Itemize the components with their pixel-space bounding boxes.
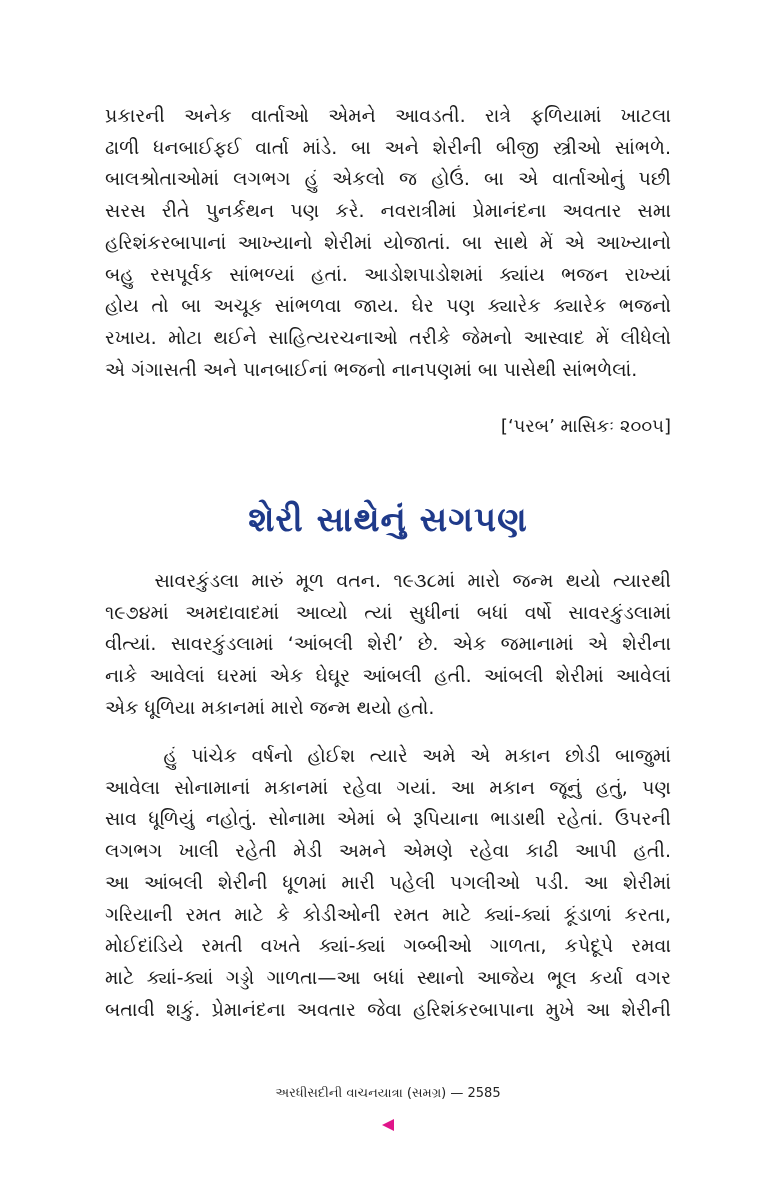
paragraph-line: મોઈદાંડિયે રમતી વખતે ક્યાં-ક્યાં ગબ્બીઓ ગાળતા, કપેદૂપે રમવા: [105, 935, 671, 958]
paragraph-line: રખાય. મોટા થઈને સાહિત્યરચનાઓ તરીકે જેમનો આસ્વાદ મેં લીધેલો: [105, 326, 671, 349]
paragraph-line: સાવરકુંડલા મારું મૂળ વતન. ૧૯૩૮માં મારો જન્મ થયો ત્યારથી: [105, 570, 671, 592]
paragraph-line: સાવ ધૂળિયું નહોતું. સોનામા એમાં બે રૂપિયાના ભાડાથી રહેતાં. ઉપરની: [105, 808, 671, 831]
paragraph-line: આવેલા સોનામાનાં મકાનમાં રહેવા ગયાં. આ મકાન જૂનું હતું, પણ: [105, 776, 671, 799]
paragraph-line: નાકે આવેલાં ઘરમાં એક ઘેઘૂર આંબલી હતી. આંબલી શેરીમાં આવેલાં: [105, 665, 671, 688]
paragraph-line: આ આંબલી શેરીની ધૂળમાં મારી પહેલી પગલીઓ પડી. આ શેરીમાં: [105, 871, 671, 894]
paragraph-line: માટે ક્યાં-ક્યાં ગડ્ડો ગાળતા—આ બધાં સ્થાનો આજેય ભૂલ કર્યા વગર: [105, 966, 671, 989]
paragraph-line: ઢાળી ધનબાઈફઈ વાર્તા માંડે. બા અને શેરીની બીજી સ્ત્રીઓ સાંભળે.: [105, 136, 671, 159]
paragraph-line: હરિશંકરબાપાનાં આખ્યાનો શેરીમાં યોજાતાં. બા સાથે મેં એ આખ્યાનો: [105, 231, 671, 254]
paragraph-line: ૧૯૭૪માં અમદાવાદમાં આવ્યો ત્યાં સુધીનાં બધાં વર્ષો સાવરકુંડલામાં: [105, 601, 671, 624]
paragraph-line: બાલશ્રોતાઓમાં લગભગ હું એકલો જ હોઉં. બા એ વાર્તાઓનું પછી: [105, 168, 671, 191]
paragraph-line: પ્રકારની અનેક વાર્તાઓ એમને આવડતી. રાત્રે ફળિયામાં ખાટલા: [105, 105, 671, 127]
paragraph-3: [105, 741, 671, 1026]
source-citation: [‘પરબ’ માસિકઃ ૨૦૦૫]: [500, 416, 671, 437]
paragraph-line: ગરિયાની રમત માટે કે કોડીઓની રમત માટે ક્યાં-ક્યાં કૂંડાળાં કરતા,: [105, 903, 671, 926]
paragraph-1: [105, 101, 671, 386]
paragraph-line: બતાવી શકું. પ્રેમાનંદના અવતાર જેવા હરિશંકરબાપાના મુખે આ શેરીની: [105, 998, 671, 1021]
paragraph-line: બહુ રસપૂર્વક સાંભળ્યાં હતાં. આડોશપાડોશમાં ક્યાંય ભજન રાખ્યાં: [105, 263, 671, 286]
page-footer: અરધીસદીની વાચનયાત્રા (સમગ્ર) — 2585: [275, 1086, 501, 1101]
paragraph-line: એ ગંગાસતી અને પાનબાઈનાં ભજનો નાનપણમાં બા પાસેથી સાંભળેલાં.: [105, 358, 638, 381]
previous-page-arrow-icon[interactable]: [382, 1119, 394, 1131]
paragraph-2: [105, 566, 671, 725]
paragraph-line: હું પાંચેક વર્ષનો હોઈશ ત્યારે અમે એ મકાન છોડી બાજુમાં: [105, 745, 671, 767]
paragraph-line: સરસ રીતે પુનર્કથન પણ કરે. નવરાત્રીમાં પ્રેમાનંદના અવતાર સમા: [105, 200, 671, 223]
chapter-heading: શેરી સાથેનું સગપણ: [248, 500, 528, 540]
paragraph-line: લગભગ ખાલી રહેતી મેડી અમને એમણે રહેવા કાઢી આપી હતી.: [105, 840, 671, 863]
paragraph-line: વીત્યાં. સાવરકુંડલામાં ‘આંબલી શેરી’ છે. એક જમાનામાં એ શેરીના: [105, 633, 671, 656]
paragraph-line: એક ધૂળિયા મકાનમાં મારો જન્મ થયો હતો.: [105, 696, 435, 719]
paragraph-line: હોય તો બા અચૂક સાંભળવા જાય. ઘેર પણ ક્યારેક ક્યારેક ભજનો: [105, 295, 671, 318]
